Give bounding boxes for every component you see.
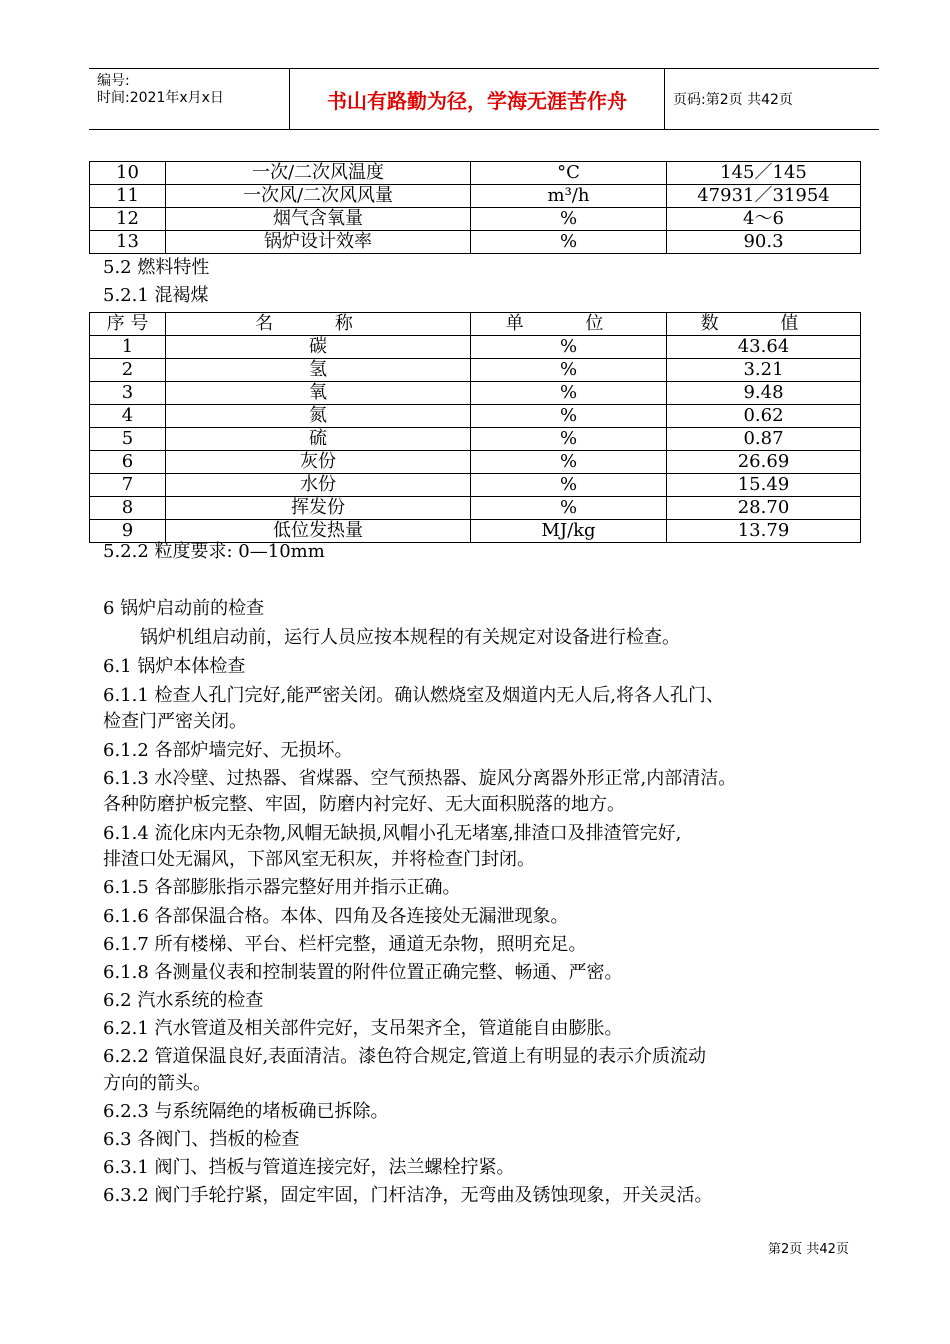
table-cell: 烟气含氧量 [166,208,471,231]
table-cell: 12 [90,208,166,231]
table-cell: % [471,359,667,382]
table-cell: 灰份 [166,451,471,474]
table-cell: 1 [90,336,166,359]
body-line: 6.1.8 各测量仪表和控制装置的附件位置正确完整、畅通、严密。 [103,962,623,983]
table-cell: 4～6 [667,208,861,231]
section-heading: 6.2 汽水系统的检查 [103,990,264,1011]
table-row [90,428,861,451]
header-time: 时间:2021年x月x日 [97,90,224,106]
table-cell: % [471,231,667,254]
table-cell: m³/h [471,185,667,208]
table-cell: 13 [90,231,166,254]
body-line: 6.2.2 管道保温良好,表面清洁。漆色符合规定,管道上有明显的表示介质流动 [103,1046,706,1067]
section-heading: 6.3 各阀门、挡板的检查 [103,1129,300,1150]
body-line: 排渣口处无漏风，下部风室无积灰，并将检查门封闭。 [103,849,535,870]
body-line: 各种防磨护板完整、牢固，防磨内衬完好、无大面积脱落的地方。 [103,794,625,815]
table-cell: 氧 [166,382,471,405]
table-cell: 锅炉设计效率 [166,231,471,254]
table-cell: % [471,451,667,474]
table-cell: 碳 [166,336,471,359]
column-header: 序 号 [90,313,166,336]
table-cell: 9.48 [667,382,861,405]
table-cell: 氢 [166,359,471,382]
boiler-params-table [89,161,861,254]
body-line: 方向的箭头。 [103,1073,211,1094]
body-line: 6.3.1 阀门、挡板与管道连接完好，法兰螺栓拧紧。 [103,1157,515,1178]
table-cell: 一次风/二次风风量 [166,185,471,208]
body-line: 6.3.2 阀门手轮拧紧，固定牢固，门杆洁净，无弯曲及锈蚀现象，开关灵活。 [103,1185,713,1206]
table-cell: 47931／31954 [667,185,861,208]
table-cell: °C [471,162,667,185]
table-cell: 3.21 [667,359,861,382]
column-header: 数 值 [667,313,861,336]
table-cell: 4 [90,405,166,428]
table-cell: 8 [90,497,166,520]
column-header: 名 称 [166,313,471,336]
table-cell: 水份 [166,474,471,497]
table-cell: 43.64 [667,336,861,359]
table-cell: % [471,474,667,497]
table-cell: 0.87 [667,428,861,451]
body-line: 6.1.1 检查人孔门完好,能严密关闭。确认燃烧室及烟道内无人后,将各人孔门、 [103,685,724,706]
page-header [89,68,879,130]
section-heading: 5.2 燃料特性 [103,257,210,278]
table-row [90,185,861,208]
table-cell: 硫 [166,428,471,451]
table-cell: % [471,208,667,231]
table-cell: 26.69 [667,451,861,474]
table-cell: 低位发热量 [166,520,471,543]
column-header: 单 位 [471,313,667,336]
table-cell: 0.62 [667,405,861,428]
header-page-number: 页码:第2页 共42页 [673,92,793,108]
table-cell: 7 [90,474,166,497]
table-cell: 6 [90,451,166,474]
header-meta [89,69,289,129]
table-cell: MJ/kg [471,520,667,543]
table-cell: % [471,382,667,405]
table-cell: 15.49 [667,474,861,497]
table-cell: % [471,336,667,359]
section-heading: 6 锅炉启动前的检查 [103,598,265,619]
table-row [90,162,861,185]
body-line: 6.1.2 各部炉墙完好、无损坏。 [103,740,353,761]
body-line: 6.1.5 各部膨胀指示器完整好用并指示正确。 [103,877,461,898]
body-line: 6.2.1 汽水管道及相关部件完好，支吊架齐全，管道能自由膨胀。 [103,1018,623,1039]
table-row [90,497,861,520]
table-cell: 10 [90,162,166,185]
table-row [90,405,861,428]
table-row [90,359,861,382]
table-row [90,231,861,254]
table-row [90,336,861,359]
header-motto: 书山有路勤为径，学海无涯苦作舟 [289,69,665,129]
table-row [90,474,861,497]
body-line: 6.1.3 水冷壁、过热器、省煤器、空气预热器、旋风分离器外形正常,内部清洁。 [103,768,737,789]
body-line: 6.1.7 所有楼梯、平台、栏杆完整，通道无杂物，照明充足。 [103,934,587,955]
table-header-row [90,313,861,336]
table-cell: 5 [90,428,166,451]
table-cell: 挥发份 [166,497,471,520]
table-cell: 9 [90,520,166,543]
section-heading: 5.2.1 混褐煤 [103,285,209,306]
page-footer: 第2页 共42页 [768,1242,849,1257]
body-line: 5.2.2 粒度要求: 0—10mm [103,541,325,562]
body-line: 检查门严密关闭。 [103,711,247,732]
table-row [90,451,861,474]
table-cell: 2 [90,359,166,382]
table-cell: 13.79 [667,520,861,543]
table-cell: 3 [90,382,166,405]
coal-properties-table [89,312,861,543]
body-line: 6.1.4 流化床内无杂物,风帽无缺损,风帽小孔无堵塞,排渣口及排渣管完好, [103,823,682,844]
table-cell: % [471,405,667,428]
table-cell: 145／145 [667,162,861,185]
body-line: 锅炉机组启动前，运行人员应按本规程的有关规定对设备进行检查。 [140,627,680,648]
body-line: 6.1.6 各部保温合格。本体、四角及各连接处无漏泄现象。 [103,906,569,927]
table-cell: 氮 [166,405,471,428]
header-number: 编号: [97,73,130,89]
table-row [90,382,861,405]
body-line: 6.2.3 与系统隔绝的堵板确已拆除。 [103,1101,389,1122]
table-cell: % [471,497,667,520]
table-row [90,208,861,231]
table-cell: 28.70 [667,497,861,520]
table-cell: 一次/二次风温度 [166,162,471,185]
table-cell: % [471,428,667,451]
table-cell: 11 [90,185,166,208]
section-heading: 6.1 锅炉本体检查 [103,656,246,677]
table-cell: 90.3 [667,231,861,254]
